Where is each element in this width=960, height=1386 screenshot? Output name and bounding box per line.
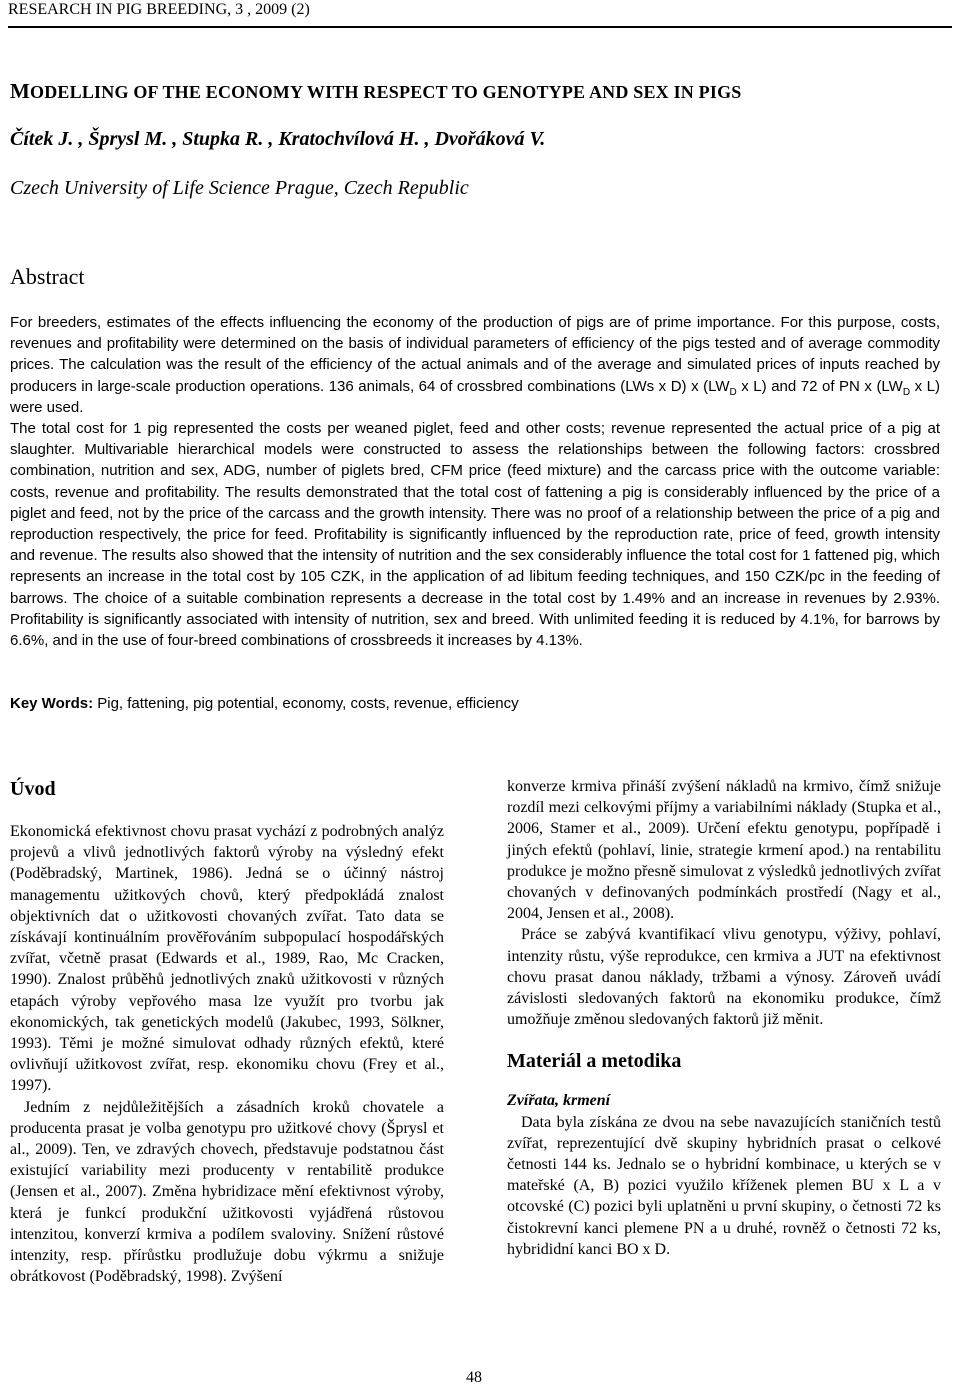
title-rest: ODELLING OF THE ECONOMY WITH RESPECT TO GENOTYPE AND SEX IN PIGS <box>30 82 742 102</box>
paper-title <box>10 79 741 104</box>
spacer <box>10 802 444 821</box>
subsection-heading-animals: Zvířata, krmení <box>507 1092 611 1110</box>
spacer <box>507 1030 941 1048</box>
left-column <box>10 776 444 1287</box>
section-heading-methods: Materiál a metodika <box>507 1050 682 1073</box>
uvod-paragraph-4: Práce se zabývá kvantifikací vlivu genotypu, výživy, pohlaví, intenzity růstu, výše reprodukce, cen krmiva a JUT na efektivnost chovu prasat danou náklady, tržbami a výnosy. Zároveň uvádí závislosti sledovaných faktorů na ekonomiku produkce, čímž umožňuje změnou sledovaných faktorů již měnit. <box>507 926 941 1029</box>
right-column <box>507 776 941 1260</box>
uvod-paragraph-2: Jedním z nejdůležitějších a zásadních kroků chovatele a producenta prasat je volba genotypu pro užitkové chovy (Šprysl et al., 2009). Ten, ve zdravých chovech, představuje podstatnou část existující variability mezi producenty v rentabilitě produkce (Jensen et al., 2007). Změna hybridizace mění efektivnost výroby, která je funkcí produkční užitkovosti vyjádřená růstovou intenzitou, konverzí krmiva a podílem svaloviny. Snížení růstové intenzity, resp. přírůstku prodlužuje dobu výkrmu a snižuje obrátkovost (Poděbradský, 1998). Zvýšení <box>10 1098 444 1286</box>
title-initial: M <box>10 79 31 103</box>
abstract-p1-part-b: x L) and 72 of PN x (LW <box>736 377 903 395</box>
authors: Čítek J. , Šprysl M. , Stupka R. , Kratochvílová H. , Dvořáková V. <box>10 128 546 150</box>
methods-paragraph-1: Data byla získána ze dvou na sebe navazujících staničních testů zvířat, reprezentující dvě skupiny hybridních prasat o celkové četnosti 144 ks. Jednalo se o hybridní kombinace, u kterých se v mateřské (A, B) pozici využilo kříženek plemen BU x L a v otcovské (C) pozici byli uplatněni u první skupiny, o četnosti 72 ks čistokrevní kanci plemene PN a u druhé, rovněž o četnosti 72 ks, hybrididní kanci BO x D. <box>507 1113 941 1258</box>
keywords-label: Key Words: <box>10 695 94 712</box>
abstract-paragraph-1 <box>10 312 940 418</box>
section-heading-uvod: Úvod <box>10 778 56 800</box>
subscript-d: D <box>729 386 737 398</box>
header-rule <box>8 26 952 28</box>
uvod-paragraph-1: Ekonomická efektivnost chovu prasat vychází z podrobných analýz projevů a vlivů jednotlivých faktorů výroby na výsledný efekt (Poděbradský, Martinek, 1986). Jedná se o účinný nástroj managementu užitkových chovů, který předpokládá znalost objektivních dat o užitkovosti chovaných zvířat. Tato data se získávají kontinuálním prověřováním subpopulací hospodářských zvířat, včetně prasat (Edwards et al., 1989, Rao, Mc Cracken, 1990). Znalost průběhů jednotlivých znaků užitkovosti v různých etapách výroby vepřového masa lze využít pro tvorbu jak ekonomických, tak genetických modelů (Jakubec, 1993, Sölkner, 1993). Těmi je možné simulovat odhady různých efektů, které ovlivňují užitkovost zvířat, resp. ekonomiku chovu (Frey et al., 1997). <box>10 823 444 1095</box>
spacer <box>507 1074 941 1090</box>
page-number: 48 <box>466 1369 482 1386</box>
keywords-text: Pig, fattening, pig potential, economy, costs, revenue, efficiency <box>93 695 519 712</box>
abstract-body <box>10 312 940 651</box>
uvod-paragraph-3: konverze krmiva přináší zvýšení nákladů na krmivo, čímž snižuje rozdíl mezi celkovými příjmy a variabilními náklady (Stupka et al., 2006, Stamer et al., 2009). Určení efektu genotypu, popřípadě i jiných efektů (pohlaví, linie, strategie krmení apod.) na rentabilitu produkce je možno přesně simulovat z výsledků jednotlivých zvířat chovaných v definovaných podmínkách prostředí (Nagy et al., 2004, Jensen et al., 2008). <box>507 778 941 923</box>
affiliation: Czech University of Life Science Prague, Czech Republic <box>10 177 469 199</box>
running-head: RESEARCH IN PIG BREEDING, 3 , 2009 (2) <box>8 1 310 18</box>
keywords <box>10 693 940 714</box>
abstract-p1-part-c: x L) were used. <box>10 377 940 416</box>
subscript-d: D <box>902 386 911 398</box>
abstract-paragraph-2: The total cost for 1 pig represented the costs per weaned piglet, feed and other costs; revenue represented the actual price of a pig at slaughter. Multivariable hierarchical models were constructed to assess the relationships between the following factors: crossbred combination, nutrition and sex, ADG, number of piglets bred, CFM price (feed mixture) and the carcass price with the outcome variable: costs, revenue and profitability. The results demonstrated that the total cost of fattening a pig is considerably influenced by the price of a piglet and feed, not by the price of the carcass and the growth intensity. There was no proof of a relationship between the price of a pig and reproduction respectively, the price for feed. Profitability is significantly influenced by the reproduction rate, price of feed, growth intensity and revenue. The results also showed that the intensity of nutrition and the sex considerably influence the total cost for 1 fattened pig, which represents an increase in the total cost by 105 CZK, in the application of ad libitum feeding techniques, and 150 CZK/pc in the feeding of barrows. The choice of a suitable combination represents a decrease in the total cost by 1.49% and an increase in revenues by 2.93%. Profitability is significantly associated with intensity of nutrition, sex and breed. With unlimited feeding it is reduced by 4.1%, for barrows by 6.6%, and in the use of four-breed combinations of crossbreeds it increases by 4.13%. <box>10 420 940 650</box>
abstract-p1-part-a: For breeders, estimates of the effects influencing the economy of the production of pigs are of prime importance. For this purpose, costs, revenues and profitability were determined on the basis of individual parameters of efficiency of the pigs tested and of average commodity prices. The calculation was the result of the efficiency of the actual animals and of the average and simulated prices of inputs reached by producers in large-scale production operations. 136 animals, 64 of crossbred combinations (LWs x D) x (LW <box>10 314 940 395</box>
abstract-heading: Abstract <box>10 264 85 289</box>
